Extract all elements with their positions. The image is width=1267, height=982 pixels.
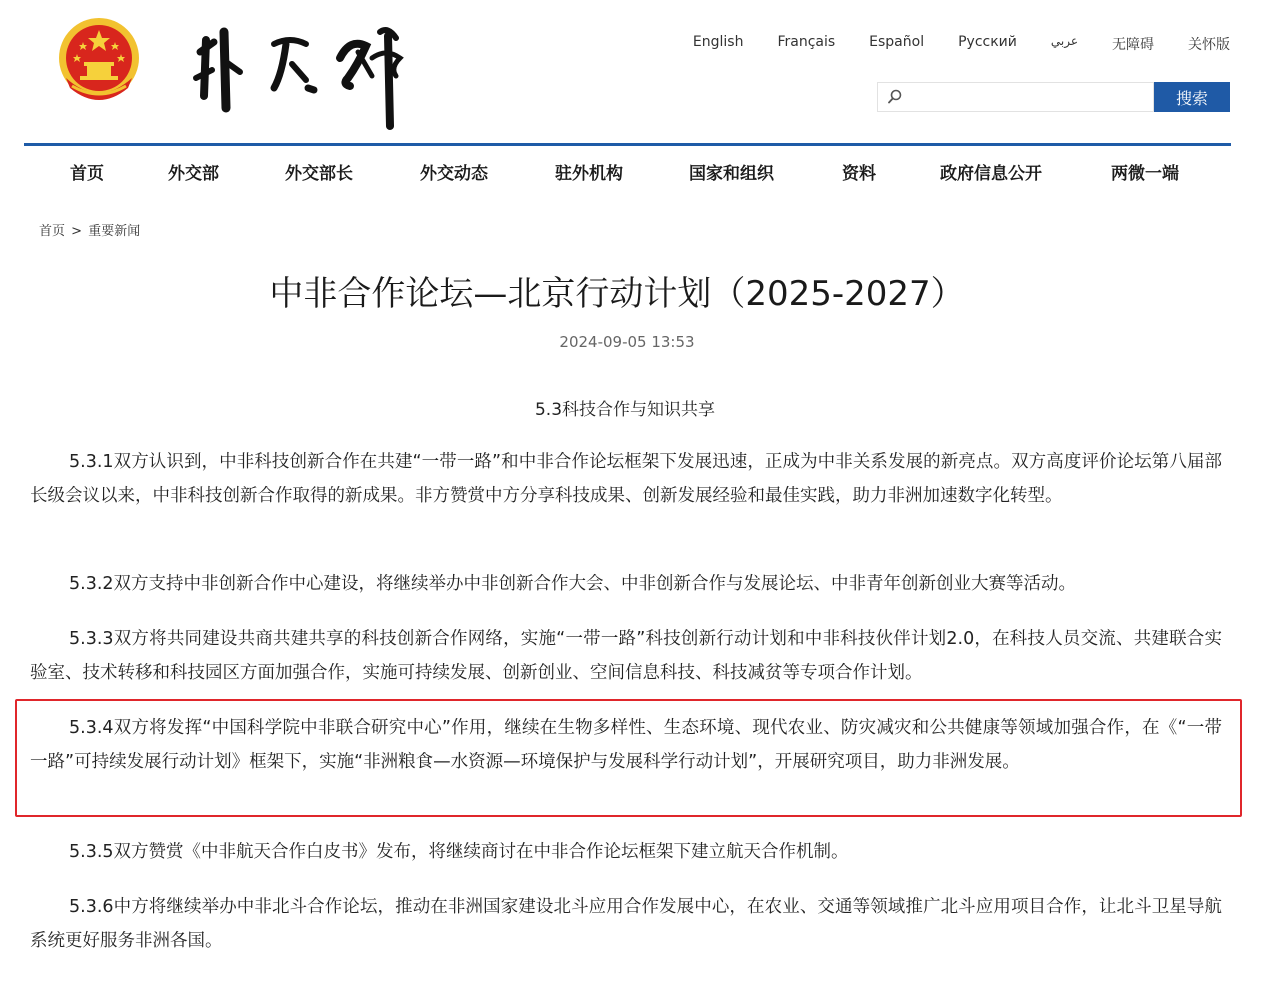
paragraph-5-3-2: 5.3.2双方支持中非创新合作中心建设，将继续举办中非创新合作大会、中非创新合作与发展论坛、中非青年创新创业大赛等活动。 [69,574,1077,594]
section-heading: 5.3科技合作与知识共享 [534,400,716,420]
paragraph-5-3-6: 5.3.6中方将继续举办中非北斗合作论坛，推动在非洲国家建设北斗应用合作发展中心，在农业、交通等领域推广北斗应用项目合作，让北斗卫星导航系统更好服务非洲各国。 [30,897,1222,951]
breadcrumb [39,220,140,239]
lang-french-link[interactable]: Français [777,34,836,50]
ministry-calligraphy-logo[interactable] [190,18,416,130]
nav-item-home[interactable]: 首页 [70,164,104,184]
paragraph-5-3-3: 5.3.3双方将共同建设共商共建共享的科技创新合作网络，实施“一带一路”科技创新行动计划和中非科技伙伴计划2.0，在科技人员交流、共建联合实验室、技术转移和科技园区方面加强合作，实施可持续发展、创新创业、空间信息科技、科技减贫等专项合作计划。 [30,629,1222,683]
article-date: 2024-09-05 13:53 [559,333,695,351]
nav-item-diplomatic-news[interactable]: 外交动态 [420,164,488,184]
nav-item-government-info[interactable]: 政府信息公开 [940,164,1042,184]
elder-care-version-link[interactable]: 关怀版 [1188,37,1230,53]
nav-item-minister[interactable]: 外交部长 [285,164,353,184]
search-input[interactable] [908,87,1148,109]
nav-item-ministry[interactable]: 外交部 [168,164,219,184]
paragraph-5-3-1: 5.3.1双方认识到，中非科技创新合作在共建“一带一路”和中非合作论坛框架下发展迅速，正成为中非关系发展的新亮点。双方高度评价论坛第八届部长级会议以来，中非科技创新合作取得的新成果。非方赞赏中方分享科技成果、创新发展经验和最佳实践，助力非洲加速数字化转型。 [30,452,1222,506]
search-box [877,82,1154,112]
nav-item-missions-abroad[interactable]: 驻外机构 [555,164,623,184]
breadcrumb-home-link[interactable]: 首页 [39,224,66,239]
national-emblem-icon[interactable] [56,16,142,106]
article-title: 中非合作论坛—北京行动计划（2025-2027） [269,274,965,314]
breadcrumb-current-link[interactable]: 重要新闻 [88,224,141,239]
search-button[interactable]: 搜索 [1154,82,1230,112]
nav-item-resources[interactable]: 资料 [842,164,876,184]
main-nav [24,146,1231,194]
lang-spanish-link[interactable]: Español [869,34,925,50]
lang-russian-link[interactable]: Русский [958,34,1017,50]
paragraph-5-3-4: 5.3.4双方将发挥“中国科学院中非联合研究中心”作用，继续在生物多样性、生态环境、现代农业、防灾减灾和公共健康等领域加强合作，在《“一带一路”可持续发展行动计划》框架下，实施“非洲粮食—水资源—环境保护与发展科学行动计划”，开展研究项目，助力非洲发展。 [30,718,1222,772]
lang-arabic-link[interactable]: عربي [1050,34,1078,48]
search-icon [887,89,903,105]
accessibility-link[interactable]: 无障碍 [1112,37,1154,53]
nav-item-countries-organizations[interactable]: 国家和组织 [689,164,774,184]
site-header [0,0,1267,145]
lang-english-link[interactable]: English [692,34,744,50]
paragraph-5-3-5: 5.3.5双方赞赏《中非航天合作白皮书》发布，将继续商讨在中非合作论坛框架下建立航天合作机制。 [69,842,849,862]
language-bar [693,34,1230,54]
breadcrumb-separator: > [71,224,83,239]
nav-item-social-media[interactable]: 两微一端 [1111,164,1179,184]
